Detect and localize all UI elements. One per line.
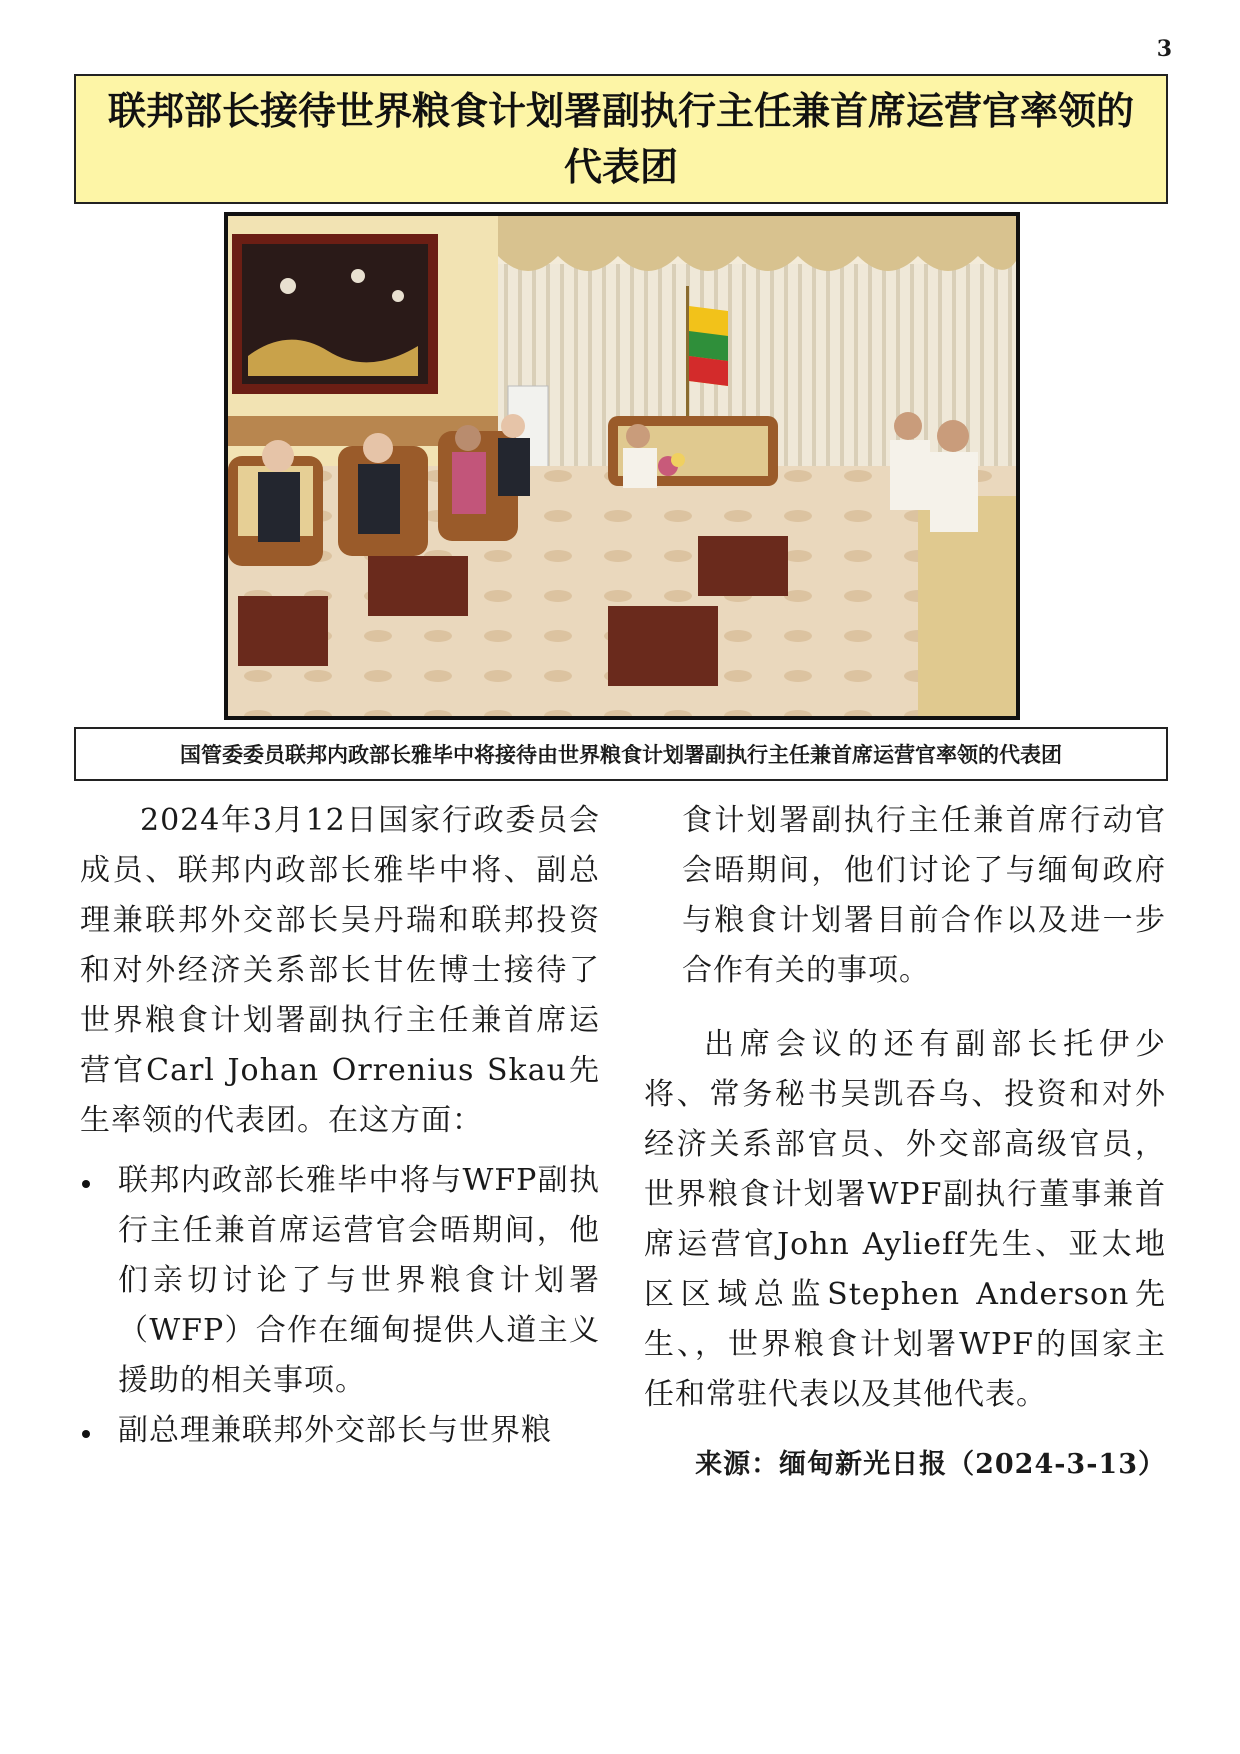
right-column	[644, 796, 1166, 1490]
bullet-list	[80, 1156, 600, 1456]
intro-paragraph: 2024年3月12日国家行政委员会成员、联邦内政部长雅毕中将、副总理兼联邦外交部长吴丹瑞和联邦投资和对外经济关系部长甘佐博士接待了世界粮食计划署副执行主任兼首席运营官Carl Johan Orrenius Skau先生率领的代表团。在这方面：	[80, 803, 600, 1138]
list-item: 联邦内政部长雅毕中将与WFP副执行主任兼首席运营官会晤期间，他们亲切讨论了与世界粮食计划署（WFP）合作在缅甸提供人道主义援助的相关事项。	[80, 1156, 600, 1406]
bullet-continuation: 食计划署副执行主任兼首席行动官会晤期间，他们讨论了与缅甸政府与粮食计划署目前合作以及进一步合作有关的事项。	[682, 803, 1166, 988]
page-number: 3	[1156, 36, 1172, 62]
meeting-photo-illustration	[228, 216, 1016, 716]
headline-box	[74, 74, 1168, 204]
left-column	[80, 796, 600, 1456]
headline: 联邦部长接待世界粮食计划署副执行主任兼首席运营官率领的代表团	[107, 88, 1134, 189]
source-credit: 来源：缅甸新光日报（2024-3-13）	[695, 1449, 1166, 1480]
attendees-paragraph: 出席会议的还有副部长托伊少将、常务秘书吴凯吞乌、投资和对外经济关系部官员、外交部高级官员，世界粮食计划署WPF副执行董事兼首席运营官John Aylieff先生、亚太地区区域总监Stephen Anderson先生、，世界粮食计划署WPF的国家主任和常驻代表以及其他代表。	[644, 1027, 1166, 1412]
meeting-photo	[224, 212, 1020, 720]
list-item: 副总理兼联邦外交部长与世界粮	[80, 1406, 600, 1456]
photo-caption: 国管委委员联邦内政部长雅毕中将接待由世界粮食计划署副执行主任兼首席运营官率领的代表团	[74, 727, 1168, 781]
